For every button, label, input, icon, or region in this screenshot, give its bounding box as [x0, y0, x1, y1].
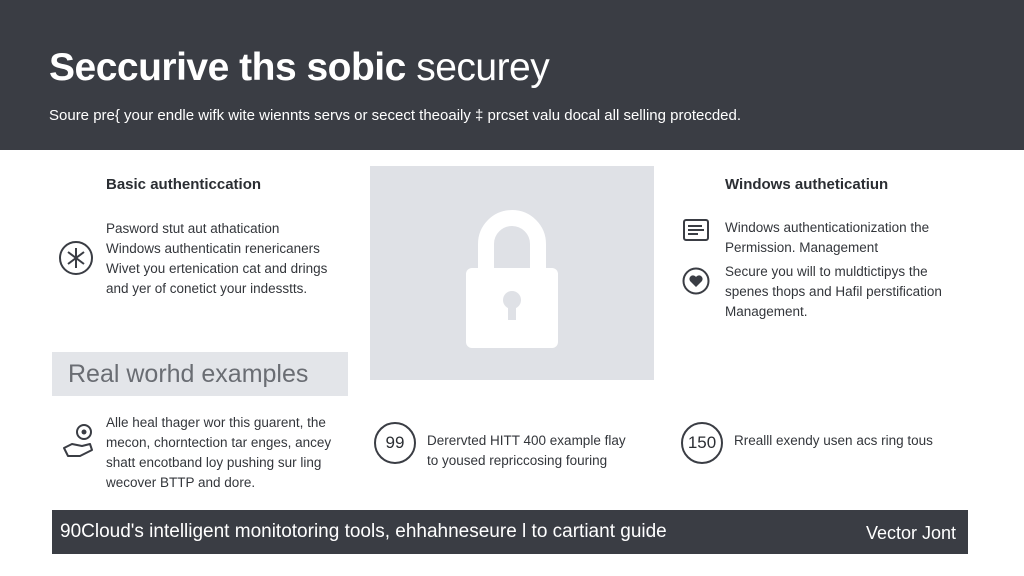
- stat-99-badge: 99: [374, 422, 416, 464]
- footer-bar: [52, 510, 968, 554]
- examples-heading: Real worhd examples: [68, 360, 309, 388]
- stat-150-badge: 150: [681, 422, 723, 464]
- examples-heading-box: [52, 352, 348, 396]
- page-title: Seccurive ths sobic securey: [49, 46, 550, 89]
- heart-badge-icon: [682, 267, 710, 295]
- padlock-icon: [462, 202, 562, 348]
- page-subtitle: Soure pre{ your endle wifk wite wiennts servs or secect theoaily ‡ prcset valu docal all selling protecded.: [49, 107, 742, 124]
- header-banner: [0, 0, 1024, 150]
- lock-illustration-panel: [370, 166, 654, 380]
- windows-auth-item1-text: Windows authenticationization the Permission. Management: [725, 220, 930, 255]
- basic-auth-text: Pasword stut aut athatication Windows authenticatin renericaners Wivet you ertenication cat and drings and yer of conetict your indesstts.: [106, 221, 328, 296]
- asterisk-key-icon: [58, 240, 94, 276]
- document-icon: [682, 216, 710, 244]
- footer-text: 90Cloud's intelligent monitotoring tools, ehhahneseure l to cartiant guide: [60, 521, 667, 542]
- basic-auth-title: Basic authenticcation: [106, 176, 262, 193]
- windows-auth-item2-text: Secure you will to muldtictipys the spenes thops and Hafil perstification Management.: [725, 264, 942, 319]
- example3-text: Rrealll exendy usen acs ring tous: [734, 433, 933, 448]
- example2-text: Derervted HITT 400 example flay to yoused repriccosing fouring: [427, 433, 626, 468]
- footer-brand: Vector Jont: [865, 523, 956, 543]
- windows-auth-title: Windows autheticatiun: [725, 176, 889, 193]
- hand-settings-icon: [60, 420, 98, 462]
- example1-text: Alle heal thager wor this guarent, the mecon, chorntection tar enges, ancey shatt encotband loy pushing sur ling wecover BTTP and dore.: [106, 415, 332, 490]
